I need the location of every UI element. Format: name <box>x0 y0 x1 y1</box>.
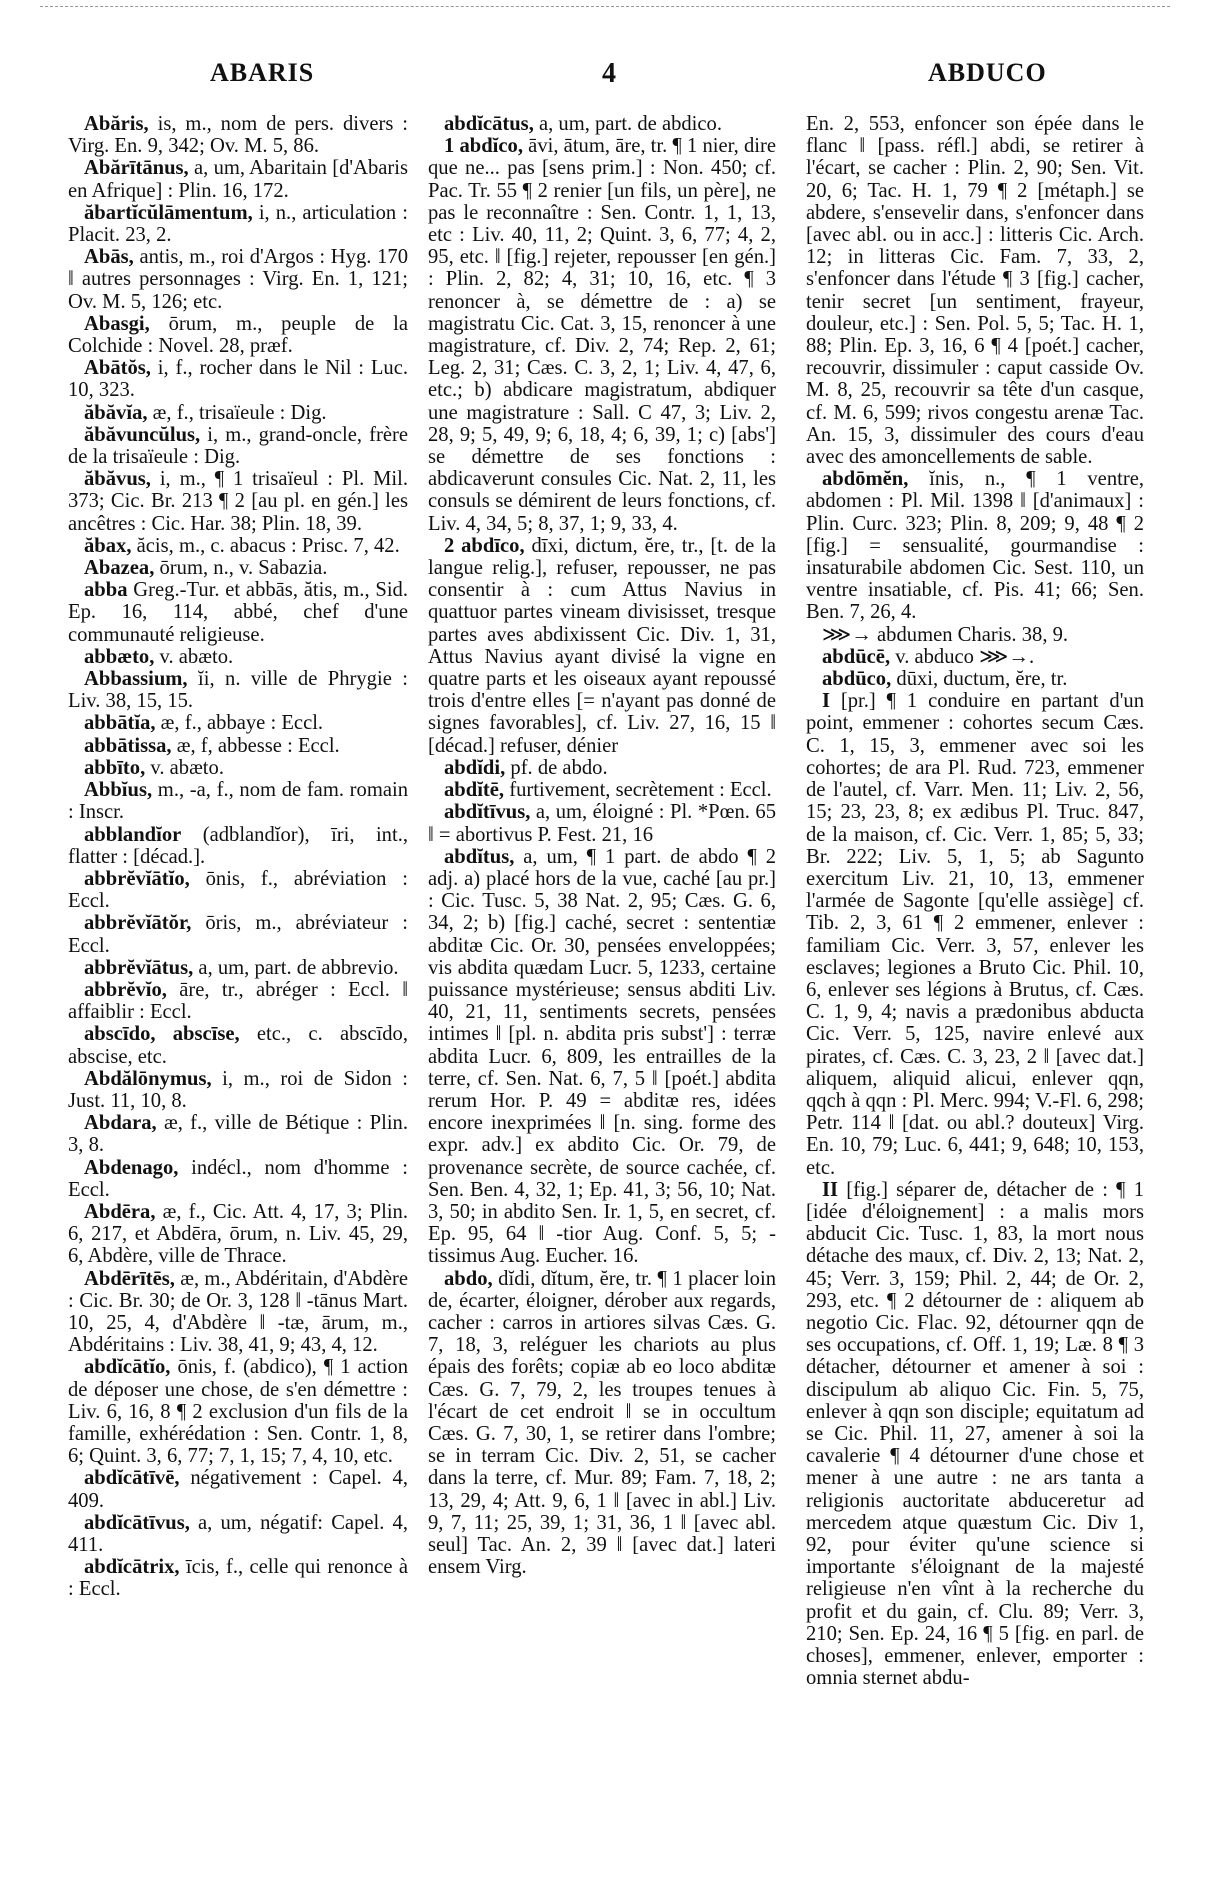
entry-definition: ĭi, n. ville de Phrygie : Liv. 38, 15, 15. <box>68 668 408 713</box>
dictionary-entry <box>68 357 408 401</box>
entry-headword: abbātissa, <box>84 734 172 757</box>
entry-headword: Abbĭus, <box>84 779 153 802</box>
entry-definition: a, um, négatif: Capel. 4, 411. <box>68 1511 408 1556</box>
entry-definition: a, um, ¶ 1 part. de abdo ¶ 2 adj. a) placé hors de la vue, caché [au pr.] : Cic. Tusc. 5, 38 Nat. 2, 95; Cæs. G. 6, 34, 2; b) [fig.] caché, secret : sententiæ abditæ Cic. Or. 30, pensées enveloppées; vis abdita quædam Lucr. 5, 1233, certaine puissance mystérieuse; sensus abditi Liv. 40, 21, 11, sentiments secrets, pensées intimes ‖ [pl. n. abdita pris subst'] : terræ abdita Lucr. 6, 809, les entrailles de la terre, cf. Sen. Nat. 6, 7, 5 ‖ [poét.] abdita rerum Hor. P. 49 = abditæ res, idées encore inexprimées ‖ [n. sing. forme des expr. adv.] ex abdito Cic. Or. 79, de provenance secrète, de source cachée, cf. Sen. Ben. 4, 32, 1; Ep. 41, 3; 56, 10; Nat. 3, 50; in abdito Sen. Ir. 1, 5, en secret, cf. Ep. 95, 64 ‖ -tior Aug. Conf. 5, 5; -tissimus Aug. Eucher. 16. <box>428 845 776 1268</box>
dictionary-entry <box>68 957 408 979</box>
entry-definition: ōrum, n., v. Sabazia. <box>154 557 328 580</box>
dictionary-entry <box>68 1157 408 1201</box>
dictionary-entry <box>68 535 408 557</box>
entry-headword: ăbartĭcŭlāmentum, <box>84 201 253 224</box>
entry-definition: āre, tr., abréger : Eccl. ‖ affaiblir : Eccl. <box>68 978 408 1024</box>
dictionary-column-2 <box>428 113 776 1868</box>
entry-headword: Abăris, <box>84 113 149 135</box>
entry-definition: m., -a, f., nom de fam. romain : Inscr. <box>68 779 408 824</box>
page-number: 4 <box>602 58 616 89</box>
entry-headword: 1 abdĭco, <box>444 135 523 158</box>
entry-headword: abdĭcātīvē, <box>84 1467 180 1490</box>
entry-headword: 2 abdīco, <box>444 534 525 557</box>
dictionary-entry <box>68 402 408 424</box>
dictionary-entry <box>68 424 408 468</box>
entry-headword: ăbăvus, <box>84 468 151 491</box>
entry-definition: ōnis, f., abréviation : Eccl. <box>68 867 408 913</box>
entry-headword: abbrĕvĭātŏr, <box>84 912 192 935</box>
entry-definition: i, f., rocher dans le Nil : Luc. 10, 323. <box>68 357 408 402</box>
entry-headword: abbrĕvĭo, <box>84 978 167 1001</box>
entry-definition: [pr.] ¶ 1 conduire en partant d'un point, emmener : cohortes secum Cæs. C. 1, 15, 3, emmener avec soi les cohortes; de ara Pl. Rud. 723, emmener de l'autel, cf. Varr. Men. 11; Liv. 2, 56, 15; 23, 23, 8; ex ædibus Pl. Truc. 847, de la maison, cf. Cic. Verr. 1, 85; 5, 33; Br. 222; Liv. 5, 1, 5; ab Sagunto exercitum Liv. 21, 10, 13, emmener l'armée de Sagonte [qu'elle assiège] cf. Tib. 2, 3, 61 ¶ 2 emmener, enlever : familiam Cic. Verr. 3, 57, enlever les esclaves; legiones a Bruto Cic. Phil. 10, 6, enlever ses légions à Brutus, cf. Cæs. C. 1, 9, 4; navis a prædonibus abducta Cic. Verr. 5, 125, navire enlevé aux pirates, cf. Cæs. C. 3, 23, 2 ‖ [avec dat.] aliquem, aliquid alicui, enlever qqn, qqch à qqn : Pl. Merc. 994; V.-Fl. 6, 298; Petr. 114 ‖ [dat. ou abl.? douteux] Virg. En. 10, 79; Luc. 6, 441; 9, 648; 10, 153, etc. <box>806 690 1144 1179</box>
dictionary-entry <box>68 202 408 246</box>
dictionary-entry <box>68 1512 408 1556</box>
entry-definition: i, m., grand-oncle, frère de la trisaïeule : Dig. <box>68 423 408 469</box>
dictionary-entry <box>68 579 408 646</box>
entry-headword: abbrĕvĭātĭo, <box>84 867 190 890</box>
dictionary-entry <box>806 468 1144 623</box>
entry-headword: I <box>822 690 831 713</box>
entry-definition: ⋙→ abdumen Charis. 38, 9. <box>822 623 1069 646</box>
entry-headword: Abbassium, <box>84 668 188 691</box>
entry-headword: Abātŏs, <box>84 357 151 380</box>
dictionary-entry <box>68 246 408 313</box>
entry-headword: abbātĭa, <box>84 712 156 735</box>
dictionary-entry <box>68 646 408 668</box>
dictionary-entry <box>428 113 776 135</box>
header-left-guideword: ABARIS <box>210 58 315 87</box>
dictionary-entry <box>68 735 408 757</box>
entry-headword: II <box>822 1178 839 1201</box>
entry-headword: abdĭtus, <box>444 845 515 868</box>
entry-headword: ăbăvuncŭlus, <box>84 423 201 446</box>
dictionary-entry <box>68 1068 408 1112</box>
entry-headword: ăbax, <box>84 534 132 557</box>
dictionary-entry <box>68 1467 408 1511</box>
dictionary-entry <box>68 157 408 201</box>
dictionary-entry <box>68 1356 408 1467</box>
dictionary-entry <box>68 468 408 535</box>
dictionary-entry <box>68 712 408 734</box>
dictionary-entry <box>806 668 1144 690</box>
entry-definition: Greg.-Tur. et abbās, ătis, m., Sid. Ep. 16, 114, abbé, chef d'une communauté religieuse. <box>68 579 408 646</box>
entry-definition: a, um, part. de abdico. <box>533 113 722 135</box>
dictionary-entry <box>68 824 408 868</box>
entry-headword: abdĭcātrix, <box>84 1556 180 1579</box>
entry-headword: Abdēra, <box>84 1200 156 1223</box>
entry-headword: Abărītānus, <box>84 157 189 180</box>
entry-definition: æ, f., trisaïeule : Dig. <box>147 401 327 424</box>
entry-headword: abblandĭor <box>84 823 182 846</box>
entry-definition: a, um, éloigné : Pl. *Pœn. 65 ‖ = abortivus P. Fest. 21, 16 <box>428 801 776 846</box>
entry-definition: (adblandĭor), īri, int., flatter : [décad.]. <box>68 823 408 868</box>
entry-headword: abdōmĕn, <box>822 468 909 491</box>
dictionary-entry <box>68 912 408 956</box>
dictionary-entry <box>806 690 1144 1178</box>
entry-definition: ăcis, m., c. abacus : Prisc. 7, 42. <box>131 534 400 557</box>
dictionary-entry <box>428 846 776 1268</box>
dictionary-entry <box>806 1179 1144 1690</box>
dictionary-entry <box>428 779 776 801</box>
entry-headword: ăbăvĭa, <box>84 401 148 424</box>
entry-definition: dūxi, ductum, ĕre, tr. <box>891 668 1068 691</box>
entry-definition: is, m., nom de pers. divers : Virg. En. 9, 342; Ov. M. 5, 86. <box>68 113 408 158</box>
entry-definition: v. abduco ⋙→. <box>890 645 1035 668</box>
dictionary-column-3 <box>806 113 1144 1868</box>
entry-definition: furtivement, secrètement : Eccl. <box>504 779 772 802</box>
dictionary-entry <box>68 557 408 579</box>
entry-headword: abbæto, <box>84 645 155 668</box>
dictionary-entry <box>68 668 408 712</box>
dictionary-entry <box>68 1112 408 1156</box>
dictionary-entry <box>428 1268 776 1579</box>
dictionary-entry <box>806 624 1144 646</box>
entry-definition: dĭdi, dĭtum, ĕre, tr. ¶ 1 placer loin de, écarter, éloigner, dérober aux regards, cacher : carros in artiores silvas Cæs. G. 7, 18, 3, reléguer les chariots au plus épais des forêts; copiæ ab eo loco abditæ Cæs. G. 7, 79, 2, les troupes tenues à l'écart de cet endroit ‖ se in occultum Cæs. G. 7, 30, 1, se retirer dans l'ombre; se in terram Cic. Div. 2, 51, se cacher dans la terre, cf. Mur. 89; Fam. 7, 18, 2; 13, 29, 4; Att. 9, 6, 1 ‖ [avec in abl.] Liv. 9, 7, 11; 25, 39, 1; 31, 36, 1 ‖ [avec abl. seul] Tac. An. 2, 39 ‖ [avec dat.] lateri ensem Virg. <box>428 1267 776 1579</box>
entry-definition: i, m., ¶ 1 trisaïeul : Pl. Mil. 373; Cic. Br. 213 ¶ 2 [au pl. en gén.] les ancêtres : Cic. Har. 38; Plin. 18, 39. <box>68 468 408 535</box>
running-header <box>0 58 1213 98</box>
entry-headword: abdĭcātus, <box>444 113 534 135</box>
dictionary-column-1 <box>68 113 408 1868</box>
entry-headword: Abdara, <box>84 1112 157 1135</box>
entry-headword: abdūcē, <box>822 645 891 668</box>
dictionary-entry <box>68 868 408 912</box>
dictionary-entry <box>428 135 776 535</box>
entry-definition: īcis, f., celle qui renonce à : Eccl. <box>68 1556 408 1601</box>
entry-definition: antis, m., roi d'Argos : Hyg. 170 ‖ autres personnages : Virg. En. 1, 121; Ov. M. 5, 126; etc. <box>68 246 408 313</box>
page-top-edge <box>40 6 1170 7</box>
dictionary-entry <box>68 779 408 823</box>
dictionary-entry <box>428 801 776 845</box>
entry-definition: etc., c. abscīdo, abscise, etc. <box>68 1023 408 1068</box>
entry-definition: i, n., articulation : Placit. 23, 2. <box>68 201 408 247</box>
entry-definition: āvi, ātum, āre, tr. ¶ 1 nier, dire que ne... pas [sens prim.] : Non. 450; cf. Pac. Tr. 55 ¶ 2 renier [un fils, un père], ne pas le reconnaître : Sen. Contr. 1, 1, 13, etc : Liv. 40, 11, 2; Quint. 3, 6, 77; 4, 2, 95, etc. ‖ [fig.] rejeter, repousser [en gén.] : Plin. 2, 82; 4, 31; 10, 16, etc. ¶ 3 renoncer à, se démettre de : a) se magistratu Cic. Cat. 3, 15, renoncer à une magistrature, cf. Div. 2, 74; Rep. 2, 61; Leg. 2, 31; Cæs. C. 3, 2, 1; Liv. 4, 47, 6, etc.; b) abdicare magistratum, abdiquer une magistrature : Sall. C 47, 3; Liv. 2, 28, 9; 5, 49, 9; 6, 18, 4; 6, 39, 1; c) [abs'] se démettre de ses fonctions : abdicaverunt consules Cic. Nat. 2, 11, les consuls se démirent de leurs fonctions, cf. Liv. 4, 34, 5; 8, 37, 1; 9, 33, 4. <box>428 135 776 535</box>
dictionary-entry <box>68 1201 408 1268</box>
dictionary-entry <box>68 979 408 1023</box>
entry-headword: abscīdo, abscīse, <box>84 1023 240 1046</box>
entry-definition: a, um, part. de abbrevio. <box>193 956 399 979</box>
entry-headword: Abās, <box>84 246 134 269</box>
dictionary-entry <box>68 757 408 779</box>
dictionary-entry <box>68 1268 408 1357</box>
entry-headword: abdūco, <box>822 668 892 691</box>
dictionary-entry <box>428 535 776 757</box>
entry-definition: æ, f., ville de Bétique : Plin. 3, 8. <box>68 1112 408 1157</box>
entry-headword: Abazea, <box>84 557 155 580</box>
entry-definition: ōris, m., abréviateur : Eccl. <box>68 912 408 957</box>
entry-headword: Abdălōnymus, <box>84 1067 212 1090</box>
entry-definition: En. 2, 553, enfoncer son épée dans le flanc ‖ [pass. réfl.] abdi, se retirer à l'écart, se cacher : Plin. 2, 90; Sen. Vit. 20, 6; Tac. H. 1, 79 ¶ 2 [métaph.] se abdere, s'ensevelir dans, s'enfoncer dans [avec abl. ou in acc.] : litteris Cic. Arch. 12; in litteras Cic. Fam. 7, 33, 2, s'enfoncer dans l'étude ¶ 3 [fig.] cacher, tenir secret [un sentiment, frayeur, douleur, etc.] : Sen. Pol. 5, 5; Tac. H. 1, 88; Plin. Ep. 3, 16, 6 ¶ 4 [poét.] cacher, recouvrir, dissimuler : caput casside Ov. M. 8, 25, recouvrir sa tête d'un casque, cf. M. 6, 599; rivos congestu arenæ Tac. An. 15, 3, dissimuler des cours d'eau avec des amoncellements de sable. <box>806 113 1144 469</box>
entry-headword: abdĭdi, <box>444 756 506 779</box>
entry-headword: abdo, <box>444 1267 493 1290</box>
entry-definition: dīxi, dictum, ĕre, tr., [t. de la langue relig.], refuser, repousser, ne pas consentir à : cum Attus Navius in quattuor partes vineam divisisset, tresque partes aves abdixissent Cic. Div. 1, 31, Attus Navius ayant divisé la vigne en quatre parts et les oiseaux ayant repoussé trois d'entre elles [= n'ayant pas donné de signes favorables], cf. Liv. 27, 16, 15 ‖ [décad.] refuser, dénier <box>428 534 776 757</box>
entry-definition: ōrum, m., peuple de la Colchide : Novel. 28, præf. <box>68 312 408 358</box>
entry-headword: abdĭtīvus, <box>444 801 531 824</box>
dictionary-entry <box>806 646 1144 668</box>
dictionary-entry <box>68 1556 408 1600</box>
dictionary-entry <box>68 313 408 357</box>
entry-definition: æ, f., Cic. Att. 4, 17, 3; Plin. 6, 217, et Abdēra, ōrum, n. Liv. 45, 29, 6, Abdère, ville de Thrace. <box>68 1200 408 1268</box>
entry-definition: æ, f, abbesse : Eccl. <box>171 734 340 757</box>
entry-headword: abdĭtē, <box>444 779 505 802</box>
dictionary-entry <box>428 757 776 779</box>
entry-definition: [fig.] séparer de, détacher de : ¶ 1 [idée d'éloignement] : a malis mors abducit Cic. Tusc. 1, 83, la mort nous détache des maux, cf. Div. 2, 13; Nat. 2, 45; Verr. 3, 159; Phil. 2, 44; de Or. 2, 293, etc. ¶ 2 détourner de : aliquem ab negotio Cic. Flac. 92, détourner qqn de ses occupations, cf. Off. 1, 19; Læ. 8 ¶ 3 détacher, détourner et amener à soi : discipulum ab aliquo Cic. Fin. 5, 75, enlever à qqn son disciple; equitatum ad se Cic. Phil. 11, 27, amener à soi la cavalerie ¶ 4 détourner d'une chose et mener à une autre : ne ars tanta a religionis auctoritate abduceretur ad mercedem atque quæstum Cic. Div 1, 92, pour éviter qu'une science si importante s'éloignant de la majesté religieuse n'en vînt à la recherche du profit et du gain, cf. Clu. 89; Verr. 3, 210; Sen. Ep. 24, 16 ¶ 5 [fig. en parl. de choses], emmener, enlever, emporter : omnia sternet abdu- <box>806 1178 1144 1690</box>
entry-definition: v. abæto. <box>145 756 224 779</box>
entry-headword: Abasgi, <box>84 312 150 335</box>
entry-definition: négativement : Capel. 4, 409. <box>68 1467 408 1512</box>
entry-headword: Abdērītēs, <box>84 1267 175 1290</box>
entry-definition: indécl., nom d'homme : Eccl. <box>68 1156 408 1201</box>
header-right-guideword: ABDUCO <box>928 58 1047 87</box>
entry-headword: abdĭcātĭo, <box>84 1356 171 1379</box>
dictionary-entry <box>68 1023 408 1067</box>
dictionary-entry <box>68 113 408 157</box>
entry-headword: Abdenago, <box>84 1156 179 1179</box>
entry-headword: abbīto, <box>84 756 146 779</box>
entry-definition: æ, m., Abdéritain, d'Abdère : Cic. Br. 30; de Or. 3, 128 ‖ -tānus Mart. 10, 25, 4, d'Abdère ‖ -tæ, ārum, m., Abdéritains : Liv. 38, 41, 9; 43, 4, 12. <box>68 1267 408 1357</box>
entry-headword: abdĭcātīvus, <box>84 1511 190 1534</box>
dictionary-entry <box>806 113 1144 468</box>
entry-headword: abbrĕvĭātus, <box>84 956 194 979</box>
entry-definition: æ, f., abbaye : Eccl. <box>155 712 324 735</box>
entry-definition: a, um, Abaritain [d'Abaris en Afrique] : Plin. 16, 172. <box>68 157 408 202</box>
entry-definition: ĭnis, n., ¶ 1 ventre, abdomen : Pl. Mil. 1398 ‖ [d'animaux] : Plin. Curc. 323; Plin. 8, 209; 9, 48 ¶ 2 [fig.] = sensualité, gourmandise : insaturabile abdomen Cic. Sest. 110, un ventre insatiable, cf. Pis. 41; 66; Sen. Ben. 7, 26, 4. <box>806 468 1144 624</box>
entry-definition: pf. de abdo. <box>505 756 608 779</box>
entry-definition: i, m., roi de Sidon : Just. 11, 10, 8. <box>68 1067 408 1112</box>
entry-definition: ōnis, f. (abdico), ¶ 1 action de déposer une chose, de s'en démettre : Liv. 6, 16, 8 ¶ 2 exclusion d'un fils de la famille, exhérédation : Sen. Contr. 1, 8, 6; Quint. 3, 6, 77; 7, 1, 15; 7, 4, 10, etc. <box>68 1356 408 1468</box>
entry-definition: v. abæto. <box>154 645 234 668</box>
entry-headword: abba <box>84 579 128 602</box>
